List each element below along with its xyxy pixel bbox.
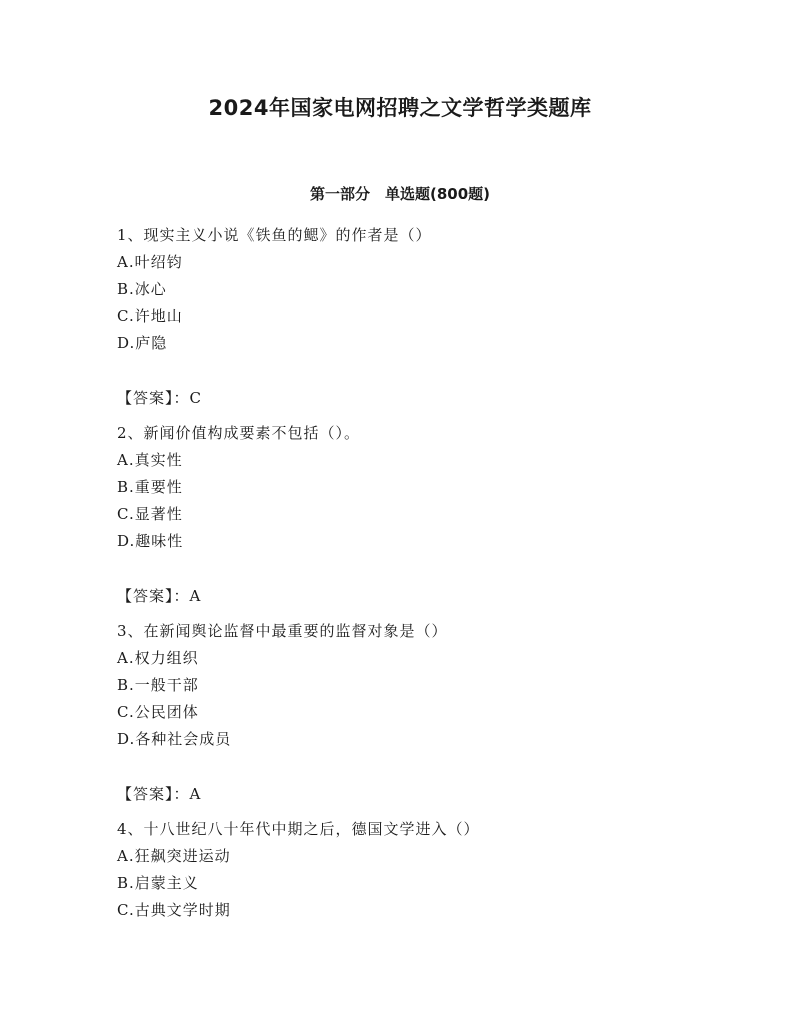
option-a: A.权力组织 [117, 649, 199, 667]
option-d: D.趣味性 [117, 532, 184, 550]
question-1 [117, 222, 717, 412]
answer-label: 【答案】： [117, 587, 190, 605]
question-stem: 2、新闻价值构成要素不包括（）。 [117, 424, 361, 442]
answer-value: A [189, 587, 202, 605]
option-a: A.狂飙突进运动 [117, 847, 231, 865]
option-c: C.古典文学时期 [117, 901, 231, 919]
answer-line [117, 583, 717, 610]
option-b: B.重要性 [117, 478, 183, 496]
option-b: B.冰心 [117, 280, 167, 298]
section-title: 第一部分 单选题(800题) [309, 185, 491, 203]
option-c: C.公民团体 [117, 703, 199, 721]
question-3 [117, 618, 717, 808]
option-a: A.叶绍钧 [117, 253, 183, 271]
answer-label: 【答案】： [117, 389, 190, 407]
answer-value: A [189, 785, 202, 803]
option-c: C.显著性 [117, 505, 183, 523]
answer-line [117, 781, 717, 808]
answer-line [117, 385, 717, 412]
answer-label: 【答案】： [117, 785, 190, 803]
question-stem: 4、十八世纪八十年代中期之后，德国文学进入（） [117, 820, 480, 838]
option-a: A.真实性 [117, 451, 183, 469]
question-stem: 3、在新闻舆论监督中最重要的监督对象是（） [117, 622, 448, 640]
question-4 [117, 816, 717, 924]
option-d: D.庐隐 [117, 334, 168, 352]
option-c: C.许地山 [117, 307, 183, 325]
option-d: D.各种社会成员 [117, 730, 232, 748]
question-list [117, 222, 717, 924]
document-title: 2024年国家电网招聘之文学哲学类题库 [208, 96, 592, 120]
option-b: B.一般干部 [117, 676, 199, 694]
question-2 [117, 420, 717, 610]
answer-value: C [189, 389, 202, 407]
option-b: B.启蒙主义 [117, 874, 199, 892]
question-stem: 1、现实主义小说《铁鱼的鳃》的作者是（） [117, 226, 432, 244]
